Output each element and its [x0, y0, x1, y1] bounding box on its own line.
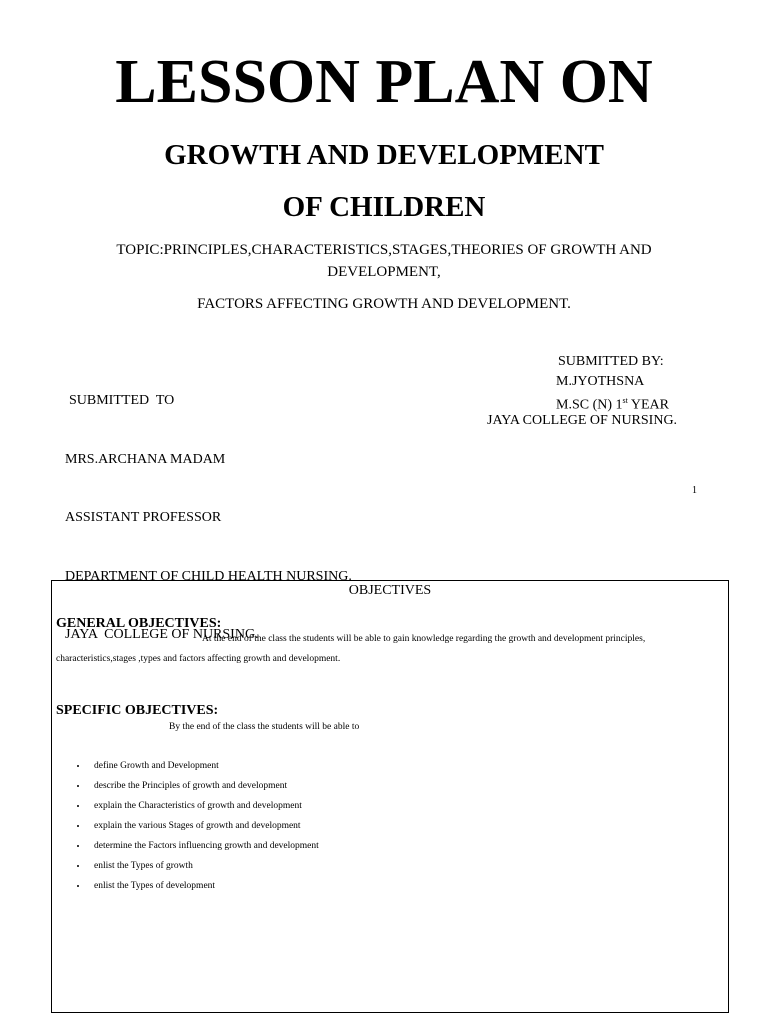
list-item: • explain the various Stages of growth and development	[88, 816, 319, 836]
subtitle-line-2: OF CHILDREN	[282, 191, 486, 223]
list-item: • determine the Factors influencing growth and development	[88, 836, 319, 856]
objectives-heading: OBJECTIVES	[348, 583, 432, 598]
general-objectives-text-2: characteristics,stages ,types and factors affecting growth and development.	[56, 654, 341, 664]
submitted-by-college: JAYA COLLEGE OF NURSING.	[487, 412, 678, 428]
submitted-by-label: SUBMITTED BY:	[558, 354, 664, 369]
submitted-to-role: ASSISTANT PROFESSOR	[65, 510, 222, 525]
objectives-box	[51, 580, 729, 1013]
specific-objectives-list	[66, 756, 319, 896]
factors-text: FACTORS AFFECTING GROWTH AND DEVELOPMENT.	[197, 296, 571, 312]
document-title: LESSON PLAN ON	[115, 48, 653, 116]
general-objectives-heading: GENERAL OBJECTIVES:	[56, 616, 222, 631]
topic-text: TOPIC:PRINCIPLES,CHARACTERISTICS,STAGES,THEORIES OF GROWTH AND DEVELOPMENT,	[116, 242, 652, 280]
list-item: • enlist the Types of development	[88, 876, 319, 896]
list-item: • describe the Principles of growth and development	[88, 776, 319, 796]
list-item: • enlist the Types of growth	[88, 856, 319, 876]
submitted-to-label: SUBMITTED TO	[69, 393, 175, 408]
subtitle-line-1: GROWTH AND DEVELOPMENT	[164, 139, 604, 171]
general-objectives-text-1: At the end of the class the students will be able to gain knowledge regarding the growth and development principles,	[202, 634, 646, 644]
submitted-to-college: JAYA COLLEGE OF NURSING.	[65, 627, 259, 642]
submitted-by-course: M.SC (N) 1st YEAR	[556, 396, 669, 413]
submitted-to-name: MRS.ARCHANA MADAM	[65, 451, 226, 467]
list-item: • define Growth and Development	[88, 756, 319, 776]
submitted-to-department: DEPARTMENT OF CHILD HEALTH NURSING.	[65, 568, 352, 584]
specific-objectives-intro: By the end of the class the students will be able to	[169, 722, 360, 732]
list-item: • explain the Characteristics of growth and development	[88, 796, 319, 816]
specific-objectives-heading: SPECIFIC OBJECTIVES:	[56, 703, 219, 718]
submitted-by-name: M.JYOTHSNA	[556, 373, 645, 389]
page-number: 1	[692, 485, 697, 496]
